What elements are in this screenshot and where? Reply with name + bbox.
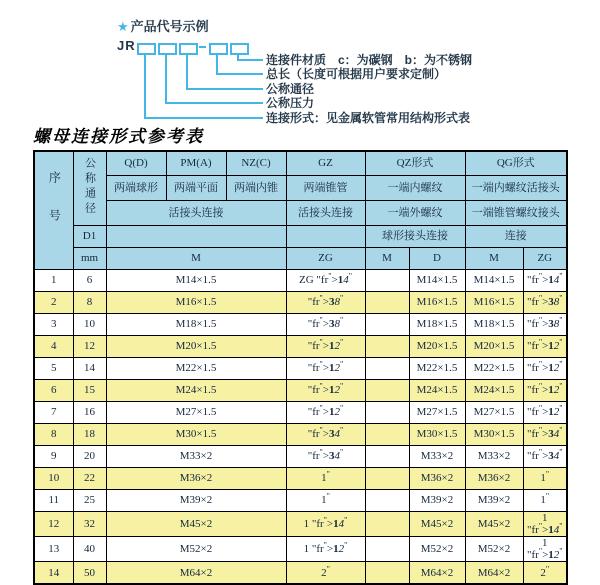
cell-qg_m: M16×1.5 <box>465 292 523 314</box>
table-row <box>34 314 567 336</box>
cell-qz_m <box>365 336 409 358</box>
cell-qz_d: M30×1.5 <box>409 424 465 446</box>
cell-dn: 40 <box>73 537 106 562</box>
cell-qz_d: M64×2 <box>409 562 465 585</box>
cell-gz: "fr">34" <box>286 446 365 468</box>
header-unit-m: M <box>106 248 286 270</box>
cell-seq: 14 <box>34 562 73 585</box>
cell-seq: 3 <box>34 314 73 336</box>
cell-seq: 13 <box>34 537 73 562</box>
cell-m: M45×2 <box>106 512 286 537</box>
cell-qz_m <box>365 512 409 537</box>
cell-seq: 2 <box>34 292 73 314</box>
product-code-heading <box>117 16 209 35</box>
connector-line <box>144 117 263 119</box>
header-end-qd: 两端球形 <box>106 176 166 201</box>
cell-seq: 6 <box>34 380 73 402</box>
cell-qg_m: M64×2 <box>465 562 523 585</box>
cell-qz_m <box>365 424 409 446</box>
table-title: 螺母连接形式参考表 <box>33 127 204 147</box>
header-unit-zg: ZG <box>286 248 365 270</box>
cell-qz_d: M27×1.5 <box>409 402 465 424</box>
header-end-gz: 两端锥管 <box>286 176 365 201</box>
connector-line <box>144 53 146 119</box>
cell-dn: 6 <box>73 270 106 292</box>
cell-seq: 7 <box>34 402 73 424</box>
cell-qz_m <box>365 358 409 380</box>
connector-line <box>165 53 167 104</box>
cell-gz: 1 "fr">12" <box>286 537 365 562</box>
cell-gz: "fr">38" <box>286 314 365 336</box>
cell-qz_d: M33×2 <box>409 446 465 468</box>
cell-qg_zg: "fr">12" <box>523 402 567 424</box>
cell-m: M30×1.5 <box>106 424 286 446</box>
cell-qz_d: M22×1.5 <box>409 358 465 380</box>
header-seq: 序号 <box>34 151 73 270</box>
cell-qz_m <box>365 537 409 562</box>
cell-qg_m: M39×2 <box>465 490 523 512</box>
cell-m: M24×1.5 <box>106 380 286 402</box>
cell-gz: "fr">34" <box>286 424 365 446</box>
code-box-4 <box>209 43 228 55</box>
header-end-pma: 两端平面 <box>166 176 226 201</box>
header-code-qd: Q(D) <box>106 151 166 176</box>
diagram-label-connection: 连接形式：见金属软管常用结构形式表 <box>266 111 471 125</box>
cell-seq: 12 <box>34 512 73 537</box>
header-empty <box>106 226 286 248</box>
product-code-heading-text: 产品代号示例 <box>130 19 209 34</box>
header-unit-qz-d: D <box>409 248 465 270</box>
connector-line <box>186 53 188 90</box>
connector-line <box>186 88 263 90</box>
connector-line <box>216 73 263 75</box>
cell-qg_m: M30×1.5 <box>465 424 523 446</box>
diagram-label-pressure: 公称压力 <box>266 96 315 110</box>
header-unit-qg-zg: ZG <box>523 248 567 270</box>
cell-seq: 1 <box>34 270 73 292</box>
cell-m: M22×1.5 <box>106 358 286 380</box>
cell-qz_d: M20×1.5 <box>409 336 465 358</box>
cell-m: M52×2 <box>106 537 286 562</box>
cell-m: M27×1.5 <box>106 402 286 424</box>
cell-m: M20×1.5 <box>106 336 286 358</box>
cell-dn: 32 <box>73 512 106 537</box>
star-icon: ★ <box>117 19 129 34</box>
diagram-label-diameter: 公称通径 <box>266 82 315 96</box>
cell-gz: 1 "fr">14" <box>286 512 365 537</box>
cell-dn: 12 <box>73 336 106 358</box>
cell-seq: 11 <box>34 490 73 512</box>
cell-qg_zg: "fr">12" <box>523 380 567 402</box>
cell-qz_d: M52×2 <box>409 537 465 562</box>
cell-qz_d: M45×2 <box>409 512 465 537</box>
header-conn-qz: 一端外螺纹 <box>365 201 465 226</box>
cell-qg_zg: 1 "fr">12" <box>523 537 567 562</box>
cell-qg_zg: 1 "fr">14" <box>523 512 567 537</box>
cell-m: M36×2 <box>106 468 286 490</box>
cell-qz_d: M18×1.5 <box>409 314 465 336</box>
header-code-gz: GZ <box>286 151 365 176</box>
code-box-2 <box>158 43 177 55</box>
cell-m: M14×1.5 <box>106 270 286 292</box>
table-header <box>34 151 567 270</box>
cell-qg_m: M22×1.5 <box>465 358 523 380</box>
cell-seq: 10 <box>34 468 73 490</box>
cell-seq: 4 <box>34 336 73 358</box>
cell-qg_zg: "fr">34" <box>523 446 567 468</box>
header-d1: D1 <box>73 226 106 248</box>
cell-dn: 10 <box>73 314 106 336</box>
cell-qz_d: M24×1.5 <box>409 380 465 402</box>
cell-dn: 8 <box>73 292 106 314</box>
cell-gz: "fr">12" <box>286 380 365 402</box>
cell-qg_zg: "fr">38" <box>523 292 567 314</box>
cell-gz: "fr">12" <box>286 402 365 424</box>
cell-qz_m <box>365 562 409 585</box>
table-row <box>34 424 567 446</box>
cell-qg_zg: 2" <box>523 562 567 585</box>
connector-line <box>216 53 218 75</box>
diagram-label-material: 连接件材质 c：为碳钢 b：为不锈钢 <box>266 53 473 67</box>
cell-qz_m <box>365 490 409 512</box>
cell-seq: 5 <box>34 358 73 380</box>
cell-qg_m: M20×1.5 <box>465 336 523 358</box>
table-row <box>34 562 567 585</box>
cell-dn: 25 <box>73 490 106 512</box>
header-end-qg: 一端内螺纹活接头 <box>465 176 567 201</box>
cell-qg_m: M27×1.5 <box>465 402 523 424</box>
header-unit-qz-m: M <box>365 248 409 270</box>
header-code-qg: QG形式 <box>465 151 567 176</box>
code-box-1 <box>137 43 156 55</box>
cell-m: M33×2 <box>106 446 286 468</box>
cell-qz_m <box>365 292 409 314</box>
cell-qg_zg: "fr">12" <box>523 358 567 380</box>
cell-qg_m: M14×1.5 <box>465 270 523 292</box>
cell-qg_m: M45×2 <box>465 512 523 537</box>
cell-dn: 22 <box>73 468 106 490</box>
table-body <box>34 270 567 585</box>
header-conn-left: 活接头连接 <box>106 201 286 226</box>
cell-gz: 1" <box>286 468 365 490</box>
header-code-nzc: NZ(C) <box>226 151 286 176</box>
header-unit-qg-m: M <box>465 248 523 270</box>
table-row <box>34 336 567 358</box>
product-code-prefix: JR <box>117 38 136 53</box>
cell-qz_m <box>365 446 409 468</box>
table-row <box>34 490 567 512</box>
code-box-5 <box>230 43 249 55</box>
header-code-qz: QZ形式 <box>365 151 465 176</box>
header-code-pma: PM(A) <box>166 151 226 176</box>
cell-gz: 2" <box>286 562 365 585</box>
cell-dn: 15 <box>73 380 106 402</box>
cell-dn: 20 <box>73 446 106 468</box>
cell-qg_m: M52×2 <box>465 537 523 562</box>
diagram-label-length: 总长（长度可根据用户要求定制） <box>266 67 447 81</box>
cell-qg_zg: "fr">14" <box>523 270 567 292</box>
cell-dn: 14 <box>73 358 106 380</box>
connector-line <box>237 59 263 61</box>
cell-m: M64×2 <box>106 562 286 585</box>
cell-gz: "fr">38" <box>286 292 365 314</box>
cell-qz_d: M39×2 <box>409 490 465 512</box>
cell-qg_zg: "fr">12" <box>523 336 567 358</box>
header-ball-joint: 球形接头连接 <box>365 226 465 248</box>
connector-line <box>165 102 263 104</box>
header-end-qz: 一端内螺纹 <box>365 176 465 201</box>
table-row <box>34 358 567 380</box>
table-row <box>34 446 567 468</box>
table-row <box>34 270 567 292</box>
cell-qg_zg: 1" <box>523 490 567 512</box>
table-row <box>34 380 567 402</box>
cell-qg_zg: "fr">34" <box>523 424 567 446</box>
cell-m: M16×1.5 <box>106 292 286 314</box>
cell-seq: 8 <box>34 424 73 446</box>
cell-gz: "fr">12" <box>286 336 365 358</box>
cell-qg_m: M24×1.5 <box>465 380 523 402</box>
header-diameter: 公称通径 <box>73 151 106 226</box>
cell-dn: 50 <box>73 562 106 585</box>
code-box-3 <box>179 43 198 55</box>
cell-m: M39×2 <box>106 490 286 512</box>
table-row <box>34 537 567 562</box>
cell-qz_d: M36×2 <box>409 468 465 490</box>
code-dash <box>199 46 206 48</box>
cell-dn: 16 <box>73 402 106 424</box>
reference-table <box>33 150 568 585</box>
cell-qg_zg: 1" <box>523 468 567 490</box>
header-end-nzc: 两端内锥 <box>226 176 286 201</box>
table-row <box>34 512 567 537</box>
cell-qz_m <box>365 402 409 424</box>
cell-seq: 9 <box>34 446 73 468</box>
cell-qg_m: M18×1.5 <box>465 314 523 336</box>
header-conn-gz: 活接头连接 <box>286 201 365 226</box>
cell-m: M18×1.5 <box>106 314 286 336</box>
table-row <box>34 292 567 314</box>
header-empty <box>286 226 365 248</box>
header-connect: 连接 <box>465 226 567 248</box>
cell-qg_m: M33×2 <box>465 446 523 468</box>
cell-qz_m <box>365 314 409 336</box>
cell-gz: ZG "fr">14" <box>286 270 365 292</box>
cell-qz_d: M14×1.5 <box>409 270 465 292</box>
header-mm: mm <box>73 248 106 270</box>
cell-gz: 1" <box>286 490 365 512</box>
table-row <box>34 468 567 490</box>
header-conn-qg: 一端锥管螺纹接头 <box>465 201 567 226</box>
cell-qz_d: M16×1.5 <box>409 292 465 314</box>
cell-gz: "fr">12" <box>286 358 365 380</box>
cell-qz_m <box>365 468 409 490</box>
cell-qz_m <box>365 380 409 402</box>
cell-qz_m <box>365 270 409 292</box>
cell-qg_m: M36×2 <box>465 468 523 490</box>
cell-dn: 18 <box>73 424 106 446</box>
cell-qg_zg: "fr">38" <box>523 314 567 336</box>
table-row <box>34 402 567 424</box>
